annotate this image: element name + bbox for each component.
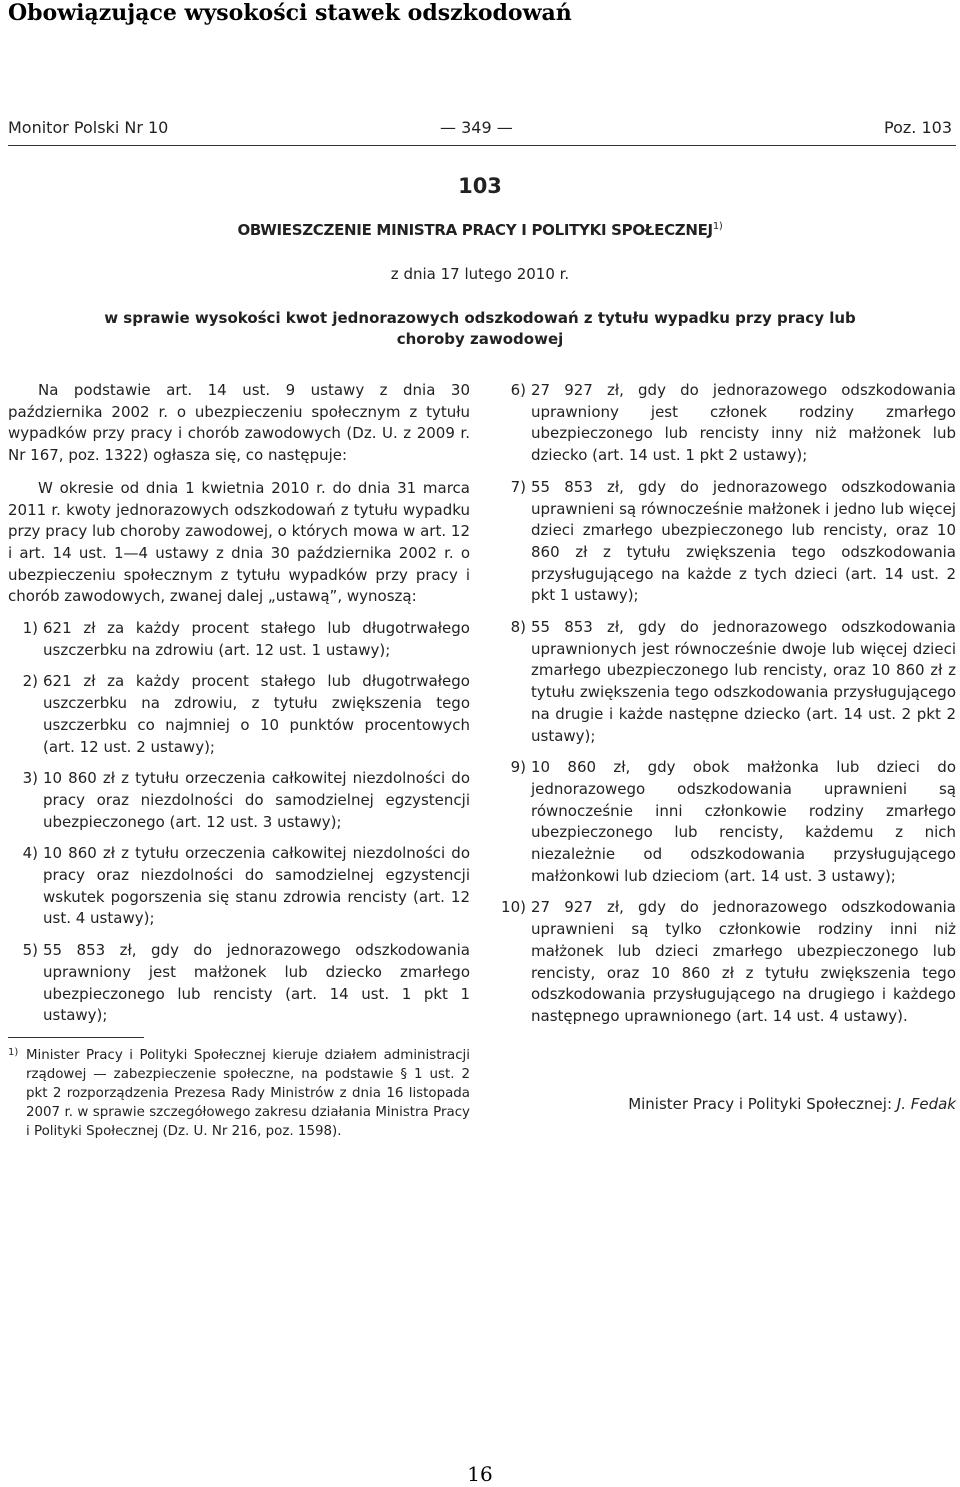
footnote-rule <box>8 1037 144 1038</box>
page-number: 16 <box>467 1462 493 1486</box>
header-rule <box>8 145 956 146</box>
act-date: z dnia 17 lutego 2010 r. <box>390 265 570 283</box>
item-text: 10 860 zł z tytułu orzeczenia całkowitej niezdolności do pracy oraz niezdolności do samodzielnej egzystencji ubezpieczonego (art. 12 ust. 3 ustawy); <box>43 769 470 831</box>
item-text: 27 927 zł, gdy do jednorazowego odszkodowania uprawniony jest członek rodziny zmarłego ubezpieczonego lub rencisty inny niż małżonek lub dziecko (art. 14 ust. 1 pkt 2 ustawy); <box>531 381 956 465</box>
footnote-mark: 1) <box>8 1046 19 1058</box>
list-item <box>8 768 470 833</box>
list-item <box>8 940 470 1027</box>
list-item <box>496 757 956 887</box>
item-number: 8) <box>510 618 526 637</box>
act-title-text: OBWIESZCZENIE MINISTRA PRACY I POLITYKI SPOŁECZNEJ <box>237 221 713 239</box>
list-item <box>496 477 956 607</box>
item-number: 5) <box>22 941 38 960</box>
header-position: Poz. 103 <box>884 118 952 137</box>
item-number: 7) <box>510 477 526 496</box>
list-item <box>496 897 956 1027</box>
header-page-number: — 349 — <box>440 118 513 137</box>
item-text: 55 853 zł, gdy do jednorazowego odszkodowania uprawniony jest małżonek lub dziecko zmarłego ubezpieczonego lub rencisty (art. 14 ust. 1 pkt 1 ustawy); <box>43 941 470 1025</box>
item-text: 27 927 zł, gdy do jednorazowego odszkodowania uprawnieni są tylko członkowie rodziny inni niż małżonek lub dzieci zmarłego ubezpieczonego lub rencisty, oraz 10 860 zł z tytułu zwiększenia tego odszkodowania przysługującego na drugiego i każdego następnego uprawnionego (art. 14 ust. 4 ustawy). <box>531 898 956 1025</box>
right-column <box>496 380 956 1115</box>
signature-name: J. Fedak <box>896 1094 956 1113</box>
item-number: 2) <box>22 672 38 691</box>
item-text: 55 853 zł, gdy do jednorazowego odszkodowania uprawnionych jest równocześnie dwoje lub więcej dzieci zmarłego ubezpieczonego lub rencisty, oraz 10 860 zł z tytułu zwiększenia tego odszkodowania przysługującego na drugie i każde następne dziecko (art. 14 ust. 2 pkt 2 ustawy); <box>531 618 956 745</box>
act-title <box>0 221 960 239</box>
list-item <box>8 671 470 758</box>
item-text: 621 zł za każdy procent stałego lub długotrwałego uszczerbku na zdrowiu, z tytułu zwiększenia tego uszczerbku co najmniej o 10 punktów procentowych (art. 12 ust. 2 ustawy); <box>43 672 470 756</box>
signature-label: Minister Pracy i Polityki Społecznej: <box>628 1094 892 1113</box>
signature <box>496 1094 956 1116</box>
act-number: 103 <box>458 174 502 198</box>
list-item <box>8 618 470 661</box>
item-text: 10 860 zł z tytułu orzeczenia całkowitej niezdolności do pracy oraz niezdolności do samodzielnej egzystencji wskutek pogorszenia się stanu zdrowia rencisty (art. 12 ust. 4 ustawy); <box>43 844 470 928</box>
item-number: 9) <box>510 758 526 777</box>
page-title: Obowiązujące wysokości stawek odszkodowań <box>8 0 572 26</box>
header-publication: Monitor Polski Nr 10 <box>8 118 169 137</box>
item-text: 10 860 zł, gdy obok małżonka lub dzieci do jednorazowego odszkodowania uprawnieni są równocześnie inni członkowie rodziny zmarłego ubezpieczonego lub rencisty, każdemu z nich niezależnie od odszkodowania przysługującego małżonkowi lub dzieciom (art. 14 ust. 3 ustawy); <box>531 758 956 885</box>
left-column <box>8 380 470 1141</box>
item-number: 1) <box>22 619 38 638</box>
list-item <box>8 843 470 930</box>
item-text: 621 zł za każdy procent stałego lub długotrwałego uszczerbku na zdrowiu (art. 12 ust. 1 ustawy); <box>43 619 470 659</box>
item-number: 10) <box>501 898 526 917</box>
list-item <box>496 617 956 747</box>
item-number: 3) <box>22 769 38 788</box>
footnote-ref: 1) <box>712 221 723 232</box>
item-text: 55 853 zł, gdy do jednorazowego odszkodowania uprawnieni są równocześnie małżonek i jedno lub więcej dzieci zmarłego ubezpieczonego lub rencisty, oraz 10 860 zł z tytułu zwiększenia tego odszkodowania przysługującego na każde z tych dzieci (art. 14 ust. 2 pkt 1 ustawy); <box>531 477 956 605</box>
intro-paragraph: Na podstawie art. 14 ust. 9 ustawy z dnia 30 października 2002 r. o ubezpieczeniu społecznym z tytułu wypadków przy pracy i chorób zawodowych (Dz. U. z 2009 r. Nr 167, poz. 1322) ogłasza się, co następuje: <box>8 381 470 465</box>
operative-paragraph: W okresie od dnia 1 kwietnia 2010 r. do dnia 31 marca 2011 r. kwoty jednorazowych odszkodowań z tytułu wypadku przy pracy lub choroby zawodowej, o których mowa w art. 12 i art. 14 ust. 1—4 ustawy z dnia 30 października 2002 r. o ubezpieczeniu społecznym z tytułu wypadków przy pracy i chorób zawodowych, zwanej dalej „ustawą”, wynoszą: <box>8 478 470 606</box>
item-number: 6) <box>510 381 526 399</box>
list-item <box>496 380 956 467</box>
footnote-text: Minister Pracy i Polityki Społecznej kieruje działem administracji rządowej — zabezpieczenie społeczne, na podstawie § 1 ust. 2 pkt 2 rozporządzenia Prezesa Rady Ministrów z dnia 16 listopada 2007 r. w sprawie szczegółowego zakresu działania Ministra Pracy i Polityki Społecznej (Dz. U. Nr 216, poz. 1598). <box>26 1047 470 1139</box>
act-subject: w sprawie wysokości kwot jednorazowych odszkodowań z tytułu wypadku przy pracy lub choroby zawodowej <box>104 309 856 348</box>
footnote <box>8 1046 470 1141</box>
item-number: 4) <box>22 844 38 863</box>
